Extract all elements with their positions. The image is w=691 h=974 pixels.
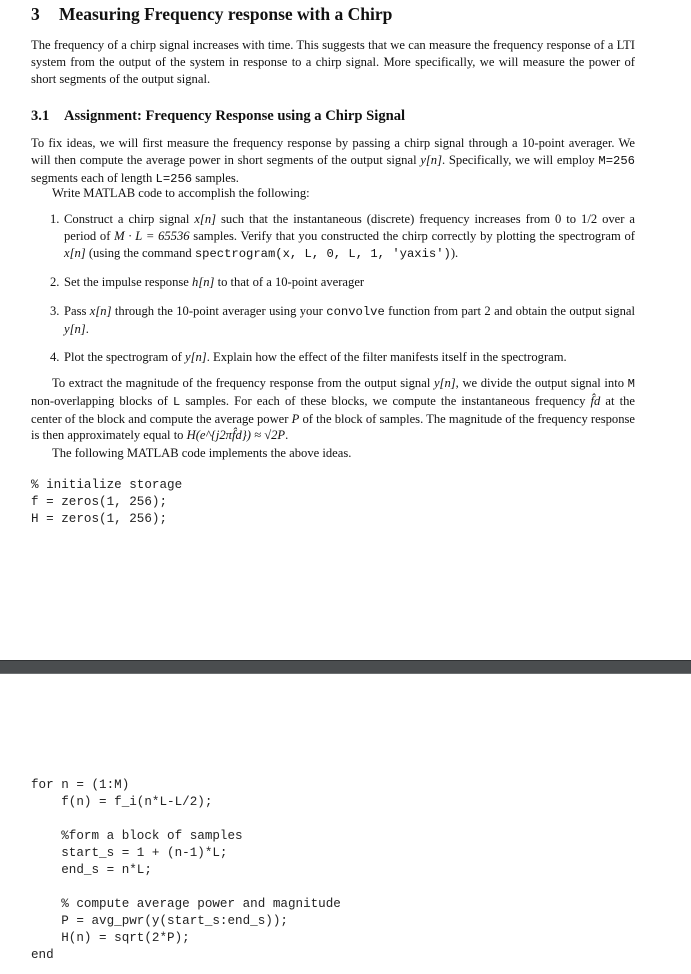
math-h: h[n] xyxy=(192,275,215,289)
intro-paragraph: The frequency of a chirp signal increases with time. This suggests that we can measure the frequency response of a LTI system from the output of the system in response to a chirp signal. More specifically, we will measure the power of short segments of the output signal. xyxy=(31,38,635,86)
list-item xyxy=(50,274,635,291)
text: . Specifically, we will employ xyxy=(442,152,599,167)
code-L: L=256 xyxy=(155,171,193,186)
paragraph-setup xyxy=(31,135,635,187)
text: . xyxy=(85,321,89,336)
section-number: 3 xyxy=(31,4,40,24)
text: ). xyxy=(450,245,459,260)
text: . Explain how the effect of the filter manifests itself in the spectrogram. xyxy=(206,350,567,364)
math-x: x[n] xyxy=(89,304,112,318)
write-line: Write MATLAB code to accomplish the following: xyxy=(52,186,310,200)
math-equation: H(e^{j2πf̂d}) ≈ √2P xyxy=(186,428,286,443)
code-line: end xyxy=(31,948,54,962)
paragraph-extraction xyxy=(31,375,635,444)
item-number: 4. xyxy=(50,350,60,364)
text: function from part 2 and obtain the output signal xyxy=(384,304,635,318)
subsection-number: 3.1 xyxy=(31,108,50,124)
code-line xyxy=(31,879,341,896)
page-break-divider xyxy=(0,660,691,674)
text: over a period of xyxy=(64,212,636,243)
math-half: 1/2 xyxy=(581,212,598,226)
text: to that of a 10-point averager xyxy=(214,275,365,289)
item-number: 1. xyxy=(50,212,60,226)
text: through the 10-point averager using your xyxy=(111,304,327,318)
math-fd: f̂d xyxy=(590,393,601,408)
text: such that the instantaneous (discrete) frequency increases from 0 to xyxy=(216,212,582,226)
text: of the block of samples. The magnitude of the frequency response is then approximately equal to xyxy=(31,411,635,443)
item-number: 3. xyxy=(50,304,60,318)
text: (using the command xyxy=(85,245,195,260)
code-line: f(n) = f_i(n*L-L/2); xyxy=(31,795,213,809)
math-y: y[n] xyxy=(420,152,443,167)
follow-line: The following MATLAB code implements the above ideas. xyxy=(52,446,352,460)
text: Pass xyxy=(64,304,90,318)
text: Construct a chirp signal xyxy=(64,212,195,226)
code-line xyxy=(31,811,341,828)
text: , we divide the output signal into xyxy=(455,376,628,390)
math-y: y[n] xyxy=(433,376,456,390)
code-M: M=256 xyxy=(598,153,635,168)
section-title: Measuring Frequency response with a Chirp xyxy=(59,4,393,24)
code-block-top xyxy=(31,477,182,528)
code-line: P = avg_pwr(y(start_s:end_s)); xyxy=(31,914,288,928)
code-line: % initialize storage xyxy=(31,478,183,492)
math-P: P xyxy=(291,411,300,426)
math-x: x[n] xyxy=(194,212,217,226)
text: . xyxy=(285,428,289,443)
code-line: start_s = 1 + (n-1)*L; xyxy=(31,846,228,860)
section-heading xyxy=(31,3,392,25)
list-item xyxy=(50,303,635,338)
item-number: 2. xyxy=(50,275,60,289)
code-line: for n = (1:M) xyxy=(31,778,130,792)
text: Set the impulse response xyxy=(64,275,193,289)
math-x: x[n] xyxy=(64,245,86,260)
subsection-title: Assignment: Frequency Response using a Chirp Signal xyxy=(64,108,406,124)
math-ML: M · L = 65536 xyxy=(114,228,190,243)
math-y: y[n] xyxy=(185,350,207,364)
text: To fix ideas, we will first measure the frequency response by passing a chirp signal through a 10-point averager. We will then compute the average power in short segments of the output signal xyxy=(31,136,635,167)
list-item xyxy=(50,211,635,262)
text: samples. xyxy=(192,170,239,185)
code-line: f = zeros(1, 256); xyxy=(31,495,168,509)
text: non-overlapping blocks of xyxy=(31,393,173,408)
code-L: L xyxy=(172,394,181,409)
text: segments each of length xyxy=(31,170,156,185)
code-line: % compute average power and magnitude xyxy=(31,897,341,911)
code-line: end_s = n*L; xyxy=(31,863,152,877)
text: To extract the magnitude of the frequency response from the output signal xyxy=(52,376,434,390)
code-line: H(n) = sqrt(2*P); xyxy=(31,931,190,945)
list-item xyxy=(50,349,635,366)
text: samples. For each of these blocks, we compute the instantaneous frequency xyxy=(180,393,591,408)
code-block-bottom xyxy=(31,777,341,964)
math-y: y[n] xyxy=(64,321,86,336)
text: samples. Verify that you constructed the chirp correctly by plotting the spectrogram of xyxy=(189,228,635,243)
code-line: H = zeros(1, 256); xyxy=(31,512,168,526)
code-M: M xyxy=(627,377,635,391)
text: Plot the spectrogram of xyxy=(64,350,186,364)
subsection-heading xyxy=(31,106,405,126)
text: at the center of the block and compute the average power xyxy=(31,393,635,426)
code-spectrogram: spectrogram(x, L, 0, L, 1, 'yaxis') xyxy=(194,246,451,261)
code-convolve: convolve xyxy=(326,305,385,319)
code-line: %form a block of samples xyxy=(31,829,243,843)
